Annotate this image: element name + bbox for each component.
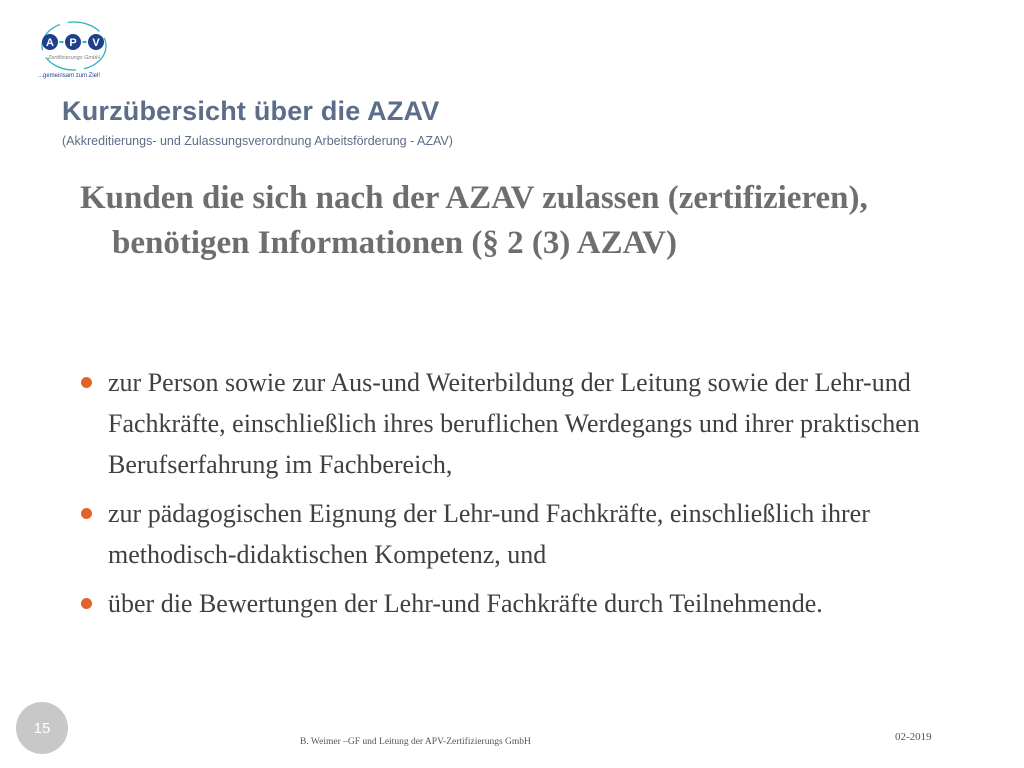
bullet-text: über die Bewertungen der Lehr-und Fachkräfte durch Teilnehmende. bbox=[108, 589, 823, 618]
bullet-dot-icon bbox=[81, 508, 92, 519]
logo-tagline: ...gemeinsam zum Ziel! bbox=[38, 73, 101, 79]
page-number-badge: 15 bbox=[16, 702, 68, 754]
bullet-item bbox=[78, 583, 958, 624]
bullet-dot-icon bbox=[81, 377, 92, 388]
bullet-text: zur Person sowie zur Aus-und Weiterbildung der Leitung sowie der Lehr-und Fachkräfte, einschließlich ihres beruflichen Werdegangs und ihrer praktischen Berufserfahrung im Fachbereich, bbox=[108, 368, 920, 479]
bullet-item bbox=[78, 362, 958, 485]
footer-date: 02-2019 bbox=[895, 731, 932, 743]
bullet-text: zur pädagogischen Eignung der Lehr-und Fachkräfte, einschließlich ihrer methodisch-didaktischen Kompetenz, und bbox=[108, 499, 870, 569]
bullet-list bbox=[78, 362, 958, 632]
bullet-item bbox=[78, 493, 958, 575]
slide-subtitle: (Akkreditierungs- und Zulassungsverordnung Arbeitsförderung - AZAV) bbox=[62, 134, 453, 148]
content-heading: Kunden die sich nach der AZAV zulassen (zertifizieren), benötigen Informationen (§ 2 (3) AZAV) bbox=[80, 180, 868, 261]
svg-text:A: A bbox=[46, 37, 54, 49]
logo-company-name: Zertifizierungs GmbH bbox=[48, 55, 100, 61]
footer-author: B. Weimer –GF und Leitung der APV-Zertifizierungs GmbH bbox=[300, 737, 531, 747]
svg-text:V: V bbox=[92, 37, 100, 49]
apv-logo-icon bbox=[36, 18, 112, 76]
slide-title: Kurzübersicht über die AZAV bbox=[62, 96, 440, 126]
bullet-dot-icon bbox=[81, 598, 92, 609]
svg-text:P: P bbox=[69, 37, 77, 49]
